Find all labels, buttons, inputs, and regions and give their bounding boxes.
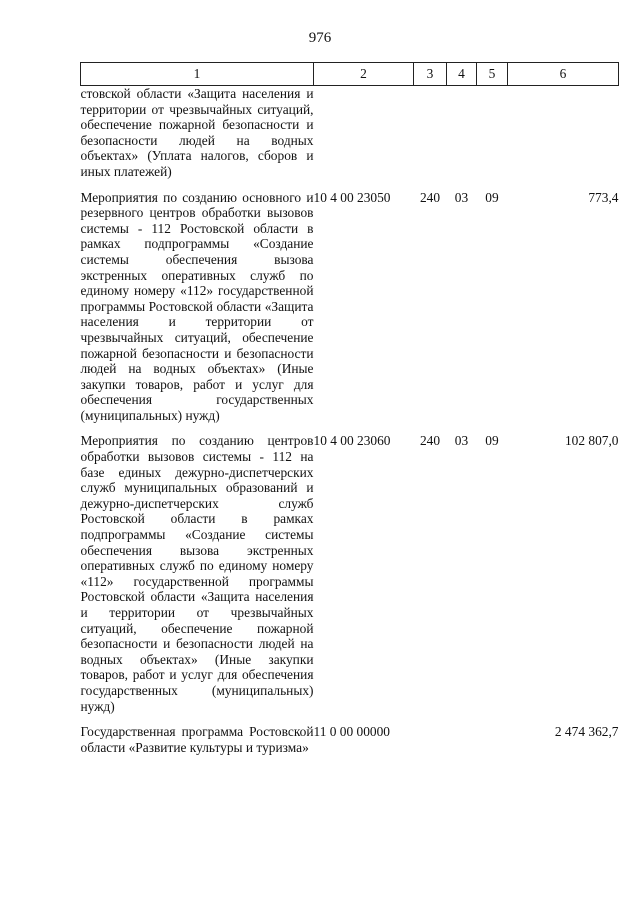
header-col-2: 2 xyxy=(314,63,414,86)
header-row xyxy=(81,63,619,86)
table-row xyxy=(81,714,619,755)
row-target-code: 10 4 00 23060 xyxy=(313,433,391,449)
table-body xyxy=(81,86,619,756)
row-expense-type: 240 xyxy=(419,189,441,205)
row-section: 03 xyxy=(454,433,469,449)
row-sum: 773,4 xyxy=(588,189,619,205)
row-description: Государственная программа Ростовской области «Развитие культуры и туризма» xyxy=(80,724,314,755)
header-col-4: 4 xyxy=(447,63,477,86)
row-subsection xyxy=(477,714,508,755)
row-section: 03 xyxy=(454,189,469,205)
header-col-5: 5 xyxy=(477,63,508,86)
row-expense-type xyxy=(414,86,447,180)
row-subsection: 09 xyxy=(485,433,499,449)
budget-table xyxy=(80,62,619,755)
row-target-code xyxy=(314,86,414,180)
row-subsection: 09 xyxy=(485,189,499,205)
header-col-1: 1 xyxy=(81,63,314,86)
row-sum xyxy=(508,86,619,180)
table-row xyxy=(81,86,619,180)
row-subsection xyxy=(477,86,508,180)
row-description: Мероприятия по созданию центров обработки вызовов системы - 112 на базе единых дежурно-диспетчерских служб муниципальных образований и дежурно-диспетчерских служб Ростовской области в рамках подпрограммы «Создание системы обеспечения вызова экстренных оперативных служб по единому номеру «112» государственной программы Ростовской области «Защита населения и территории от чрезвычайных ситуаций, обеспечение пожарной безопасности и безопасности людей на водных объектах» (Иные закупки товаров, работ и услуг для обеспечения государственных (муниципальных) нужд) xyxy=(80,433,314,714)
row-expense-type xyxy=(414,714,447,755)
row-expense-type: 240 xyxy=(419,433,441,449)
table-row xyxy=(81,180,619,424)
row-target-code: 11 0 00 00000 xyxy=(313,724,390,740)
row-description: Мероприятия по созданию основного и резервного центров обработки вызовов системы - 112 Ростовской области в рамках подпрограммы «Создание системы обеспечения вызова экстренных оперативных служб по единому номеру «112» государственной программы Ростовской области «Защита населения и территории от чрезвычайных ситуаций, обеспечение пожарной безопасности и безопасности людей на водных объектах» (Иные закупки товаров, работ и услуг для обеспечения государственных (муниципальных) нужд) xyxy=(80,189,314,423)
header-col-6: 6 xyxy=(508,63,619,86)
row-target-code: 10 4 00 23050 xyxy=(313,189,391,205)
table-row xyxy=(81,423,619,714)
row-section xyxy=(447,714,477,755)
page-number: 976 xyxy=(308,30,332,46)
row-sum: 2 474 362,7 xyxy=(554,724,619,740)
row-sum: 102 807,0 xyxy=(564,433,619,449)
header-col-3: 3 xyxy=(414,63,447,86)
table-header xyxy=(81,63,619,86)
row-description: стовской области «Защита населения и территории от чрезвычайных ситуаций, обеспечение пожарной безопасности и безопасности людей на водных объектах» (Уплата налогов, сборов и иных платежей) xyxy=(80,86,314,179)
row-section xyxy=(447,86,477,180)
